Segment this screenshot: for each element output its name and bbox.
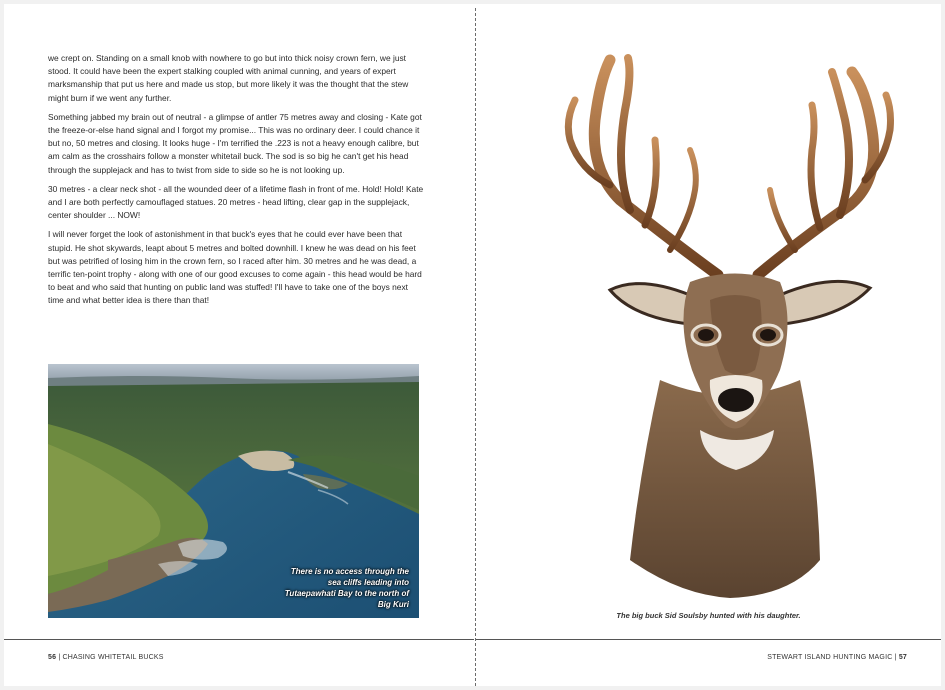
folio-right: [767, 654, 907, 661]
folio-left: [48, 654, 164, 661]
article-body: [48, 52, 424, 314]
footer-rule-right: [476, 639, 941, 640]
photo-caption-right: The big buck Sid Soulsby hunted with his daughter.: [616, 611, 801, 620]
running-title-left: CHASING WHITETAIL BUCKS: [62, 654, 164, 661]
folio-separator-left: |: [58, 654, 61, 661]
whitetail-buck-illustration: [550, 50, 900, 600]
page-number-left: 56: [48, 654, 57, 661]
coastline-photo: [48, 364, 419, 618]
right-page: [476, 4, 941, 686]
footer-rule-left: [4, 639, 474, 640]
running-title-right: STEWART ISLAND HUNTING MAGIC: [767, 654, 893, 661]
paragraph-4: I will never forget the look of astonishment in that buck's eyes that he could ever have been that stupid. He shot skywards, leapt about 5 metres and bolted downhill. I knew he was dead on his feet but was petrified of losing him in the crown fern, so I raced after him. 30 metres and he was dead, a terrific ten-point trophy - along with one of our good excuses to come again - this head would be hard to beat and who said that hunting on public land was stuffed! I'll have to take one of the boys next time and what better idea is there than that!: [48, 229, 422, 306]
deer-trophy-photo: [550, 50, 900, 600]
page-number-right: 57: [898, 654, 907, 661]
folio-separator-right: |: [894, 654, 897, 661]
photo-caption-left: There is no access through the sea cliffs leading into Tutaepawhati Bay to the north of Big Kuri: [284, 567, 409, 609]
magazine-spread: [4, 4, 941, 686]
paragraph-3: 30 metres - a clear neck shot - all the wounded deer of a lifetime flash in front of me. Hold! Hold! Kate and I are both perfectly camouflaged statues. 20 metres - head lifting, clear gap in the supplejack, center shoulder ... NOW!: [48, 183, 424, 221]
paragraph-2: Something jabbed my brain out of neutral - a glimpse of antler 75 metres away and closing - Kate got the freeze-or-else hand signal and I forgot my promise... This was no ordinary deer. I could chance it but no, 50 metres and closing. It looks huge - I'm terrified the .223 is not a heavy enough calibre, but am calm as the crosshairs follow a monster whitetail buck. The sod is so big he can't get his head through the supplejack and has to twist from side to side so he is not looking up.: [48, 111, 422, 175]
paragraph-1: we crept on. Standing on a small knob with nowhere to go but into thick noisy crown fern, we just stood. It could have been the expert stalking coupled with animal cunning, and years of expert marksmanship that put us here and made us stop, but more likely it was the thought that the stew might burn if we went any further.: [48, 53, 409, 103]
left-page: [4, 4, 474, 686]
